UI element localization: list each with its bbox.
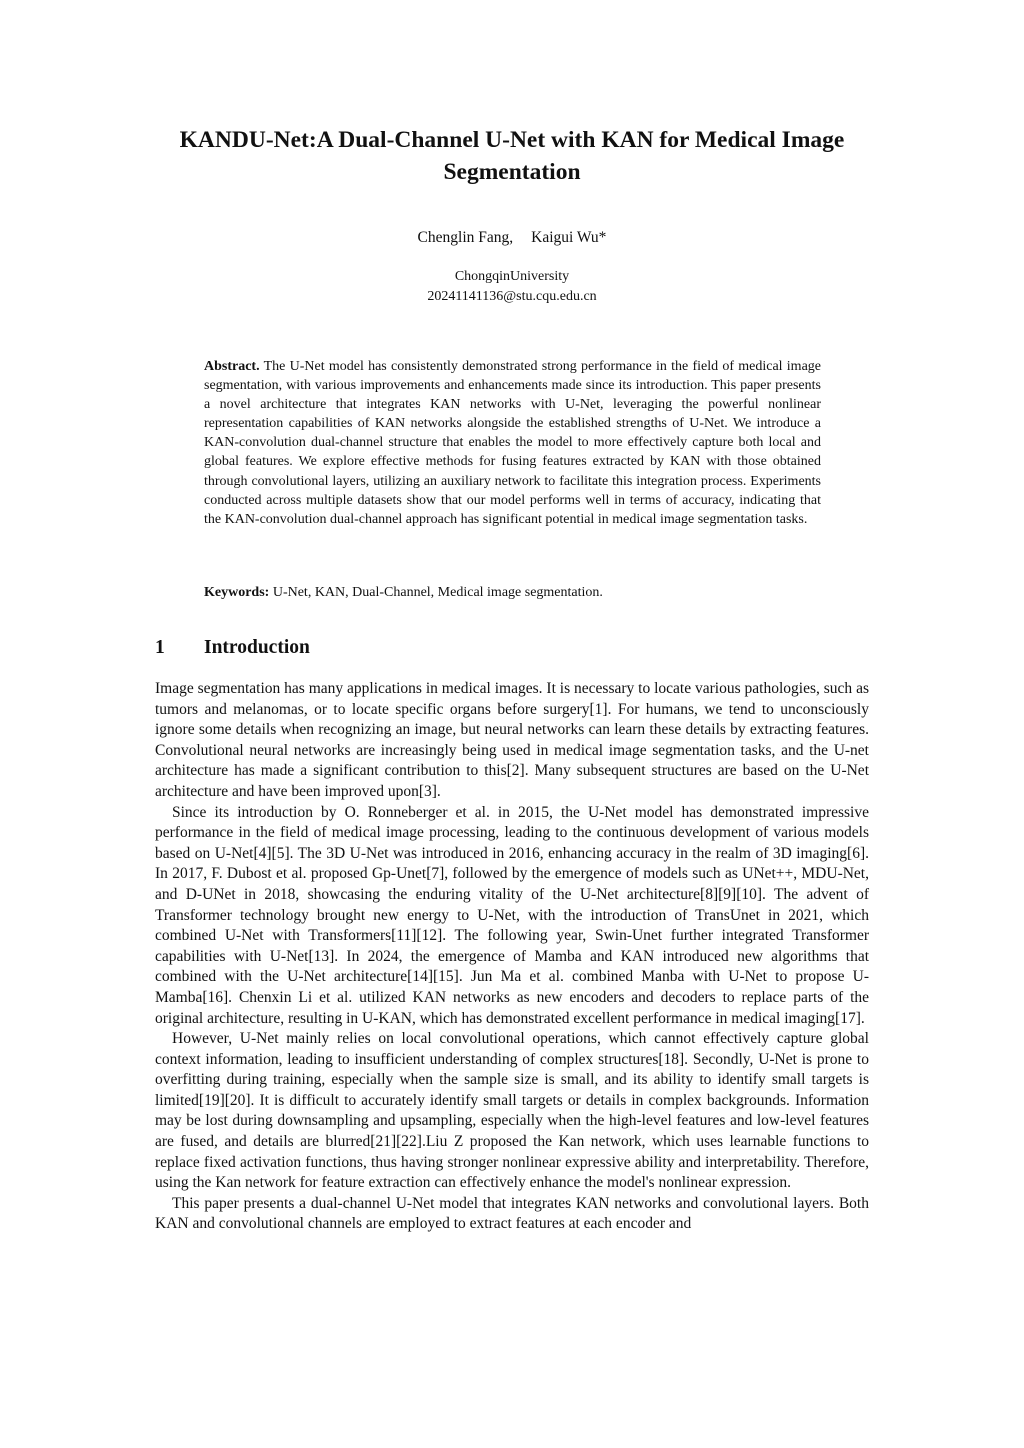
paper-title: KANDU-Net:A Dual-Channel U-Net with KAN for Medical Image Segmentation <box>179 127 845 185</box>
affiliation-block <box>0 267 1024 307</box>
author-email: 20241141136@stu.cqu.edu.cn <box>427 289 597 304</box>
author-list <box>0 228 1024 248</box>
author-name: Chenglin Fang, <box>417 229 514 246</box>
body-paragraph: Since its introduction by O. Ronneberger et al. in 2015, the U-Net model has demonstrated impressive performance in the field of medical image processing, leading to the continuous development of various models based on U-Net[4][5]. The 3D U-Net was introduced in 2016, enhancing accuracy in the realm of 3D imaging[6]. In 2017, F. Dubost et al. proposed Gp-Unet[7], followed by the emergence of models such as UNet++, MDU-Net, and D-UNet in 2018, showcasing the enduring vitality of the U-Net architecture[8][9][10]. The advent of Transformer technology brought new energy to U-Net, with the introduction of TransUnet in 2021, which combined U-Net with Transformers[11][12]. The following year, Swin-Unet further integrated Transformer capabilities with U-Net[13]. In 2024, the emergence of Mamba and KAN introduced new algorithms that combined with the U-Net architecture[14][15]. Jun Ma et al. combined Manba with U-Net to propose U-Mamba[16]. Chenxin Li et al. utilized KAN networks as new encoders and decoders to replace parts of the original architecture, resulting in U-KAN, which has demonstrated excellent performance in medical imaging[17]. <box>155 803 869 1027</box>
abstract <box>204 357 821 529</box>
abstract-text: The U-Net model has consistently demonstrated strong performance in the field of medical image segmentation, with various improvements and enhancements made since its introduction. This paper presents a novel architecture that integrates KAN networks with U-Net, leveraging the powerful nonlinear representation capabilities of KAN networks alongside the established strengths of U-Net. We introduce a KAN-convolution dual-channel structure that enables the model to more effectively capture both local and global features. We explore effective methods for fusing features extracted by KAN with those obtained through convolutional layers, utilizing an auxiliary network to facilitate this integration process. Experiments conducted across multiple datasets show that our model performs well in terms of accuracy, indicating that the KAN-convolution dual-channel approach has significant potential in medical image segmentation tasks. <box>204 359 821 527</box>
section-heading <box>155 634 310 662</box>
abstract-label: Abstract. <box>204 359 260 374</box>
keywords-text: U-Net, KAN, Dual-Channel, Medical image segmentation. <box>272 585 603 600</box>
author-name: Kaigui Wu* <box>531 229 607 246</box>
body-paragraph: However, U-Net mainly relies on local convolutional operations, which cannot effectively capture global context information, leading to insufficient understanding of complex structures[18]. Secondly, U-Net is prone to overfitting during training, especially when the sample size is small, and its ability to identify small targets is limited[19][20]. It is difficult to accurately identify small targets or details in complex backgrounds. Information may be lost during downsampling and upsampling, especially when the high-level features and low-level features are fused, and details are blurred[21][22].Liu Z proposed the Kan network, which uses learnable functions to replace fixed activation functions, thus having stronger nonlinear expressive ability and interpretability. Therefore, using the Kan network for feature extraction can effectively enhance the model's nonlinear expression. <box>155 1030 869 1192</box>
keywords-label: Keywords: <box>204 585 270 600</box>
keywords <box>204 583 821 603</box>
affiliation: ChongqinUniversity <box>454 269 570 284</box>
body-paragraph: Image segmentation has many applications in medical images. It is necessary to locate various pathologies, such as tumors and melanomas, or to locate specific organs before surgery[1]. For humans, we tend to unconsciously ignore some details when recognizing an image, but neural networks can learn these details by extracting features. Convolutional neural networks are increasingly being used in medical image segmentation tasks, and the U-net architecture has made a significant contribution to this[2]. Many subsequent structures are based on the U-Net architecture and have been improved upon[3]. <box>155 680 869 800</box>
section-number: 1 <box>155 637 165 658</box>
section-title: Introduction <box>204 637 310 658</box>
body-paragraph: This paper presents a dual-channel U-Net model that integrates KAN networks and convolutional layers. Both KAN and convolutional channels are employed to extract features at each encoder and <box>155 1194 869 1233</box>
section-body <box>155 679 869 1235</box>
